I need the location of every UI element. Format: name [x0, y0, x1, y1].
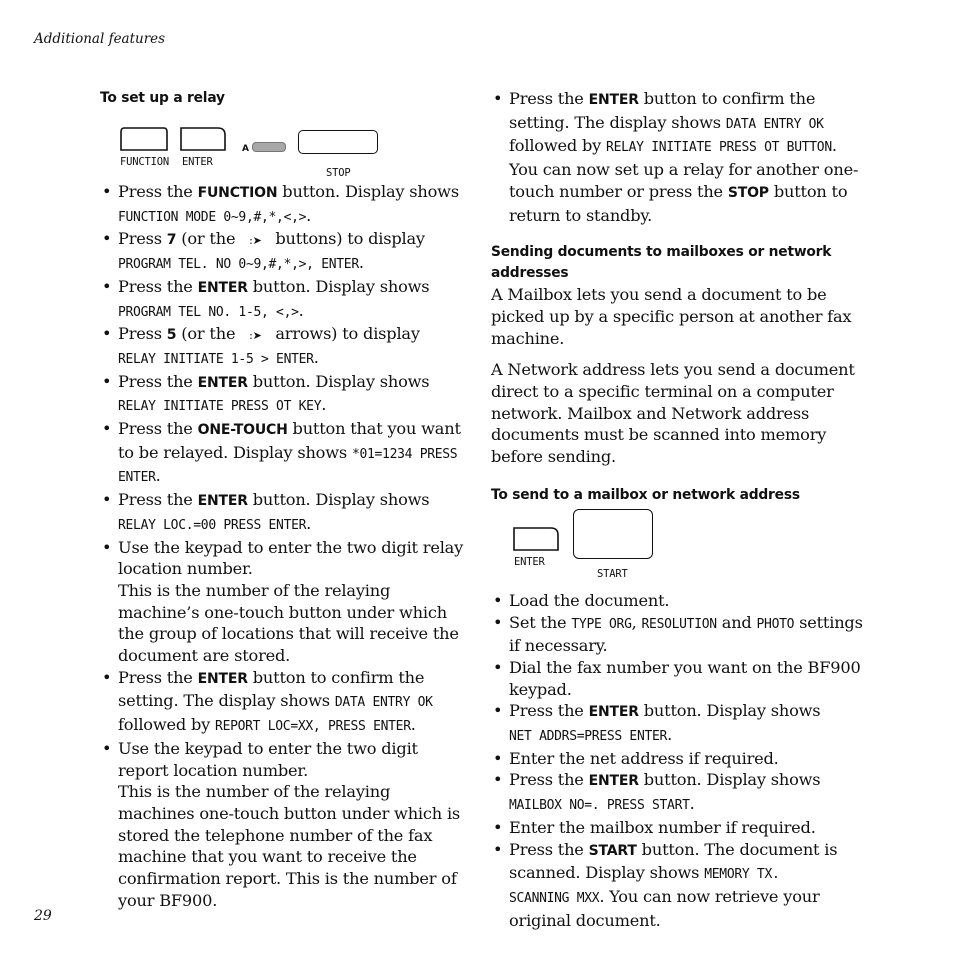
list-item: • Press the ENTER button to confirm the setting. The display shows DATA ENTRY OK followed by REPORT LOC=XX, PRESS ENTER. — [100, 667, 470, 738]
a-indicator-light — [252, 142, 286, 152]
relay-confirm-list — [491, 88, 863, 226]
enter-button-shape — [180, 127, 226, 151]
heading-set-up-relay: To set up a relay — [100, 90, 225, 106]
function-button-shape — [120, 127, 168, 151]
list-item: • Press the ENTER button. Display shows RELAY LOC.=00 PRESS ENTER. — [100, 489, 470, 536]
enter-button-label: ENTER — [514, 555, 545, 568]
arrow-right-icon: :➤ — [249, 329, 262, 343]
list-item: • Load the document. — [491, 590, 863, 612]
list-item: • Press the ENTER button. Display shows RELAY INITIATE PRESS OT KEY. — [100, 371, 470, 418]
list-item: • Press the FUNCTION button. Display shows FUNCTION MODE 0~9,#,*,<,>. — [100, 181, 470, 228]
list-item: • Use the keypad to enter the two digit relay location number. This is the number of the relaying machine’s one-touch button under which the group of locations that will receive the document are stored. — [100, 537, 470, 667]
enter-button-shape — [513, 527, 559, 551]
start-button-shape — [573, 509, 653, 559]
list-item: • Enter the net address if required. — [491, 748, 863, 770]
a-indicator-label: A — [242, 144, 249, 154]
paragraph-network: A Network address lets you send a document direct to a specific terminal on a computer network. Mailbox and Network address documents must be scanned into memory before sending. — [491, 360, 855, 467]
list-item: • Press 7 (or the :➤ buttons) to display PROGRAM TEL. NO 0~9,#,*,>, ENTER. — [100, 228, 470, 275]
list-item: • Press the ENTER button. Display shows NET ADDRS=PRESS ENTER. — [491, 700, 863, 747]
list-item: • Press the START button. The document is scanned. Display shows MEMORY TX. SCANNING MXX. You can now retrieve your original document. — [491, 839, 863, 932]
left-column — [100, 88, 470, 912]
stop-button-label: STOP — [326, 167, 351, 179]
relay-steps-list — [100, 181, 470, 912]
heading-send-mailbox: To send to a mailbox or network address — [491, 486, 800, 503]
list-item: • Set the TYPE ORG, RESOLUTION and PHOTO settings if necessary. — [491, 612, 863, 657]
send-button-panel — [491, 512, 863, 586]
list-item: • Enter the mailbox number if required. — [491, 817, 863, 839]
list-item: • Press the ONE-TOUCH button that you want to be relayed. Display shows *01=1234 PRESS ENTER. — [100, 418, 470, 489]
list-item: • Press the ENTER button to confirm the setting. The display shows DATA ENTRY OK followed by RELAY INITIATE PRESS OT BUTTON. You can now set up a relay for another one-touch number or press the STOP button to return to standby. — [491, 88, 863, 226]
page-number: 29 — [34, 908, 52, 924]
stop-button-shape — [298, 130, 378, 154]
list-item: • Use the keypad to enter the two digit report location number. This is the number of the relaying machines one-touch button under which is stored the telephone number of the fax machine that you want to receive the confirmation report. This is the number of your BF900. — [100, 738, 470, 912]
heading-mailboxes: Sending documents to mailboxes or network addresses — [491, 244, 832, 282]
right-column — [491, 88, 863, 931]
list-item: • Dial the fax number you want on the BF900 keypad. — [491, 657, 863, 700]
paragraph-mailbox: A Mailbox lets you send a document to be picked up by a specific person at another fax machine. — [491, 285, 852, 348]
mailbox-steps-list — [491, 590, 863, 932]
arrow-right-icon: :➤ — [249, 234, 262, 248]
list-item: • Press 5 (or the :➤ arrows) to display RELAY INITIATE 1-5 > ENTER. — [100, 323, 470, 370]
list-item: • Press the ENTER button. Display shows PROGRAM TEL NO. 1-5, <,>. — [100, 276, 470, 323]
start-button-label: START — [597, 567, 628, 580]
enter-button-label: ENTER — [182, 156, 213, 168]
running-header: Additional features — [34, 31, 166, 47]
list-item: • Press the ENTER button. Display shows MAILBOX NO=. PRESS START. — [491, 769, 863, 816]
relay-button-panel — [100, 117, 470, 179]
function-button-label: FUNCTION — [120, 156, 169, 168]
